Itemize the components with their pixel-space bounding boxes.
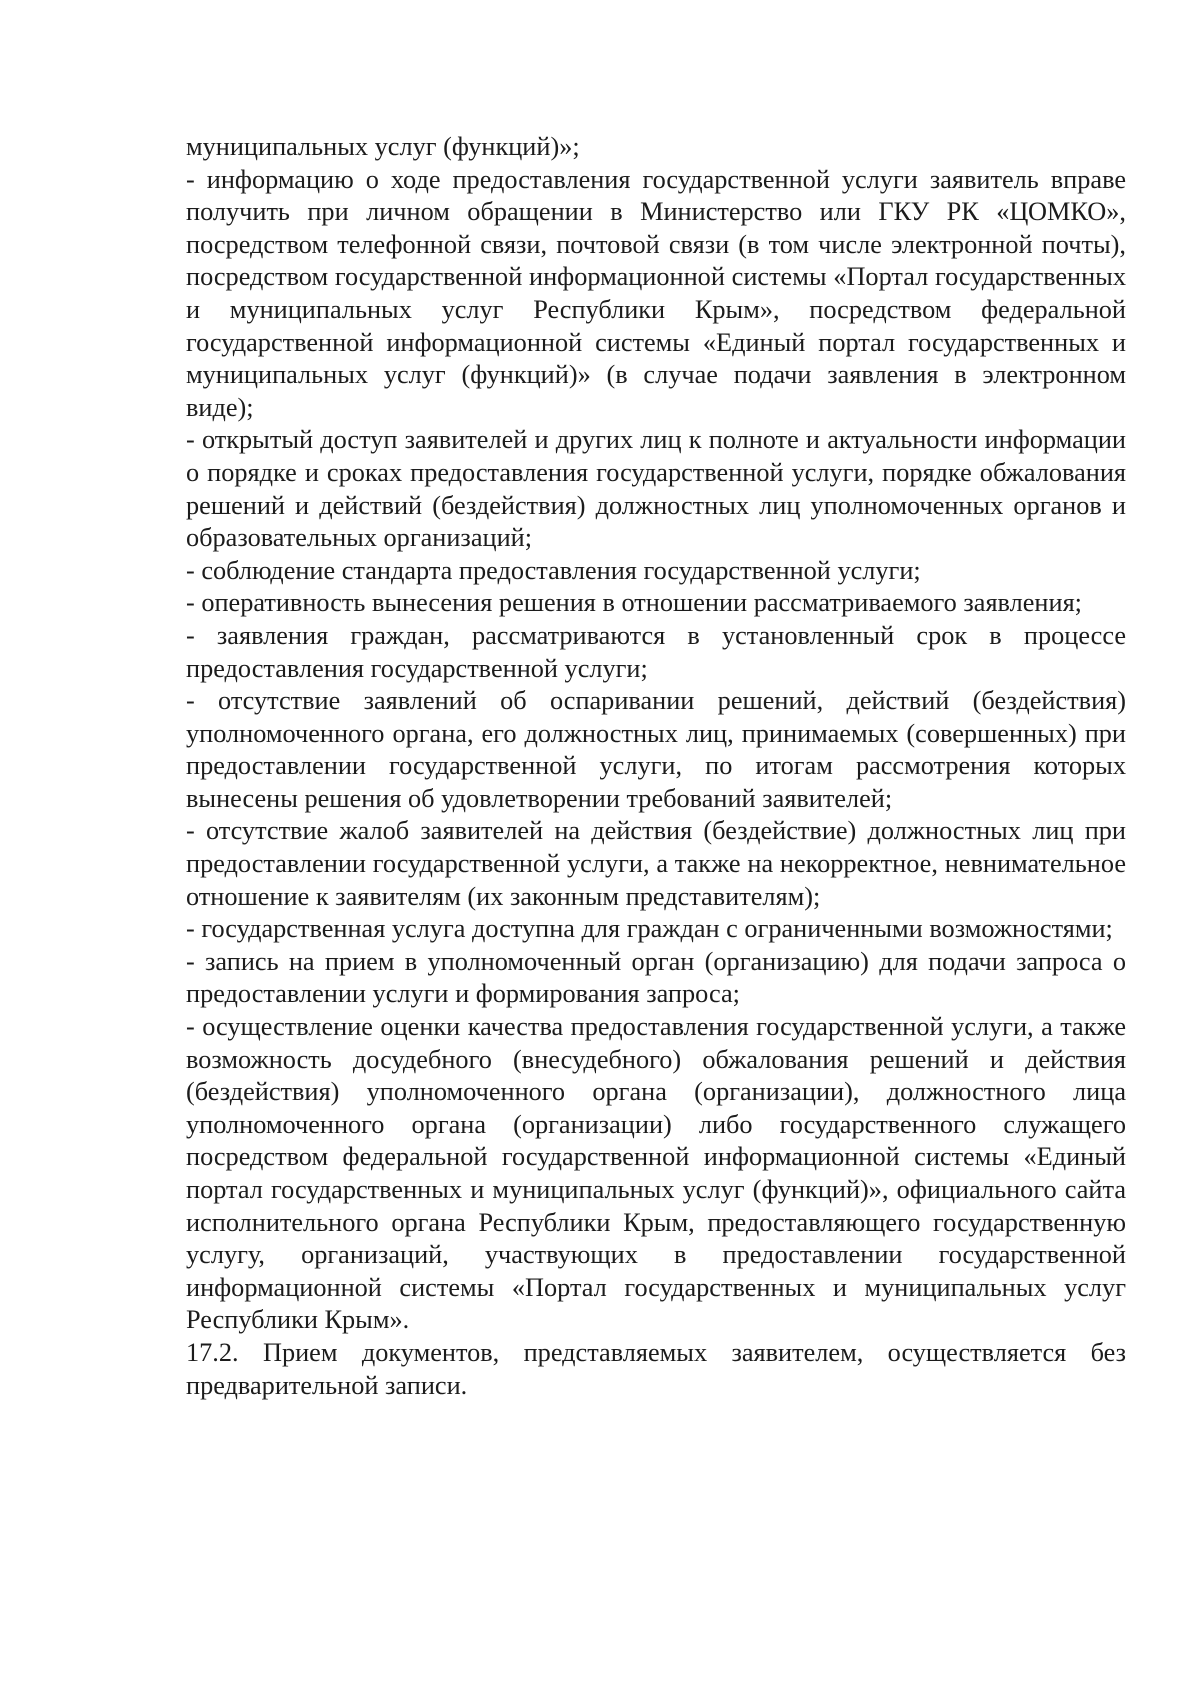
document-body bbox=[186, 131, 1126, 1402]
paragraph-open-access: - открытый доступ заявителей и других лиц к полноте и актуальности информации о порядке и сроках предоставления государственной услуги, порядке обжалования решений и действий (бездействия) должностных лиц уполномоченных органов и образовательных организаций; bbox=[186, 425, 1126, 553]
paragraph-section-17-2: 17.2. Прием документов, представляемых заявителем, осуществляется без предварительной записи. bbox=[186, 1337, 1126, 1400]
paragraph-standard-compliance: - соблюдение стандарта предоставления государственной услуги; bbox=[186, 555, 921, 585]
paragraph-no-complaints: - отсутствие жалоб заявителей на действия (бездействие) должностных лиц при предоставлении государственной услуги, а также на некорректное, невнимательное отношение к заявителям (их законным представителям); bbox=[186, 816, 1126, 911]
paragraph-review-deadline: - заявления граждан, рассматриваются в установленный срок в процессе предоставления государственной услуги; bbox=[186, 620, 1126, 683]
paragraph-appointment: - запись на прием в уполномоченный орган (организацию) для подачи запроса о предоставлении услуги и формирования запроса; bbox=[186, 946, 1126, 1009]
paragraph-progress-info: - информацию о ходе предоставления государственной услуги заявитель вправе получить при личном обращении в Министерство или ГКУ РК «ЦОМКО», посредством телефонной связи, почтовой связи (в том числе электронной почты), посредством государственной информационной системы «Портал государственных и муниципальных услуг Республики Крым», посредством федеральной государственной информационной системы «Единый портал государственных и муниципальных услуг (функций)» (в случае подачи заявления в электронном виде); bbox=[186, 164, 1126, 422]
paragraph-accessibility: - государственная услуга доступна для граждан с ограниченными возможностями; bbox=[186, 914, 1113, 944]
paragraph-decision-speed: - оперативность вынесения решения в отношении рассматриваемого заявления; bbox=[186, 588, 1082, 618]
paragraph-continuation: муниципальных услуг (функций)»; bbox=[186, 132, 580, 161]
paragraph-quality-assessment: - осуществление оценки качества предоставления государственной услуги, а также возможность досудебного (внесудебного) обжалования решений и действия (бездействия) уполномоченного органа (организации), должностного лица уполномоченного органа (организации) либо государственного служащего посредством федеральной государственной информационной системы «Единый портал государственных и муниципальных услуг (функций)», официального сайта исполнительного органа Республики Крым, предоставляющего государственную услугу, организаций, участвующих в предоставлении государственной информационной системы «Портал государственных и муниципальных услуг Республики Крым». bbox=[186, 1012, 1126, 1335]
paragraph-no-disputes: - отсутствие заявлений об оспаривании решений, действий (бездействия) уполномоченного органа, его должностных лиц, принимаемых (совершенных) при предоставлении государственной услуги, по итогам рассмотрения которых вынесены решения об удовлетворении требований заявителей; bbox=[186, 686, 1126, 813]
